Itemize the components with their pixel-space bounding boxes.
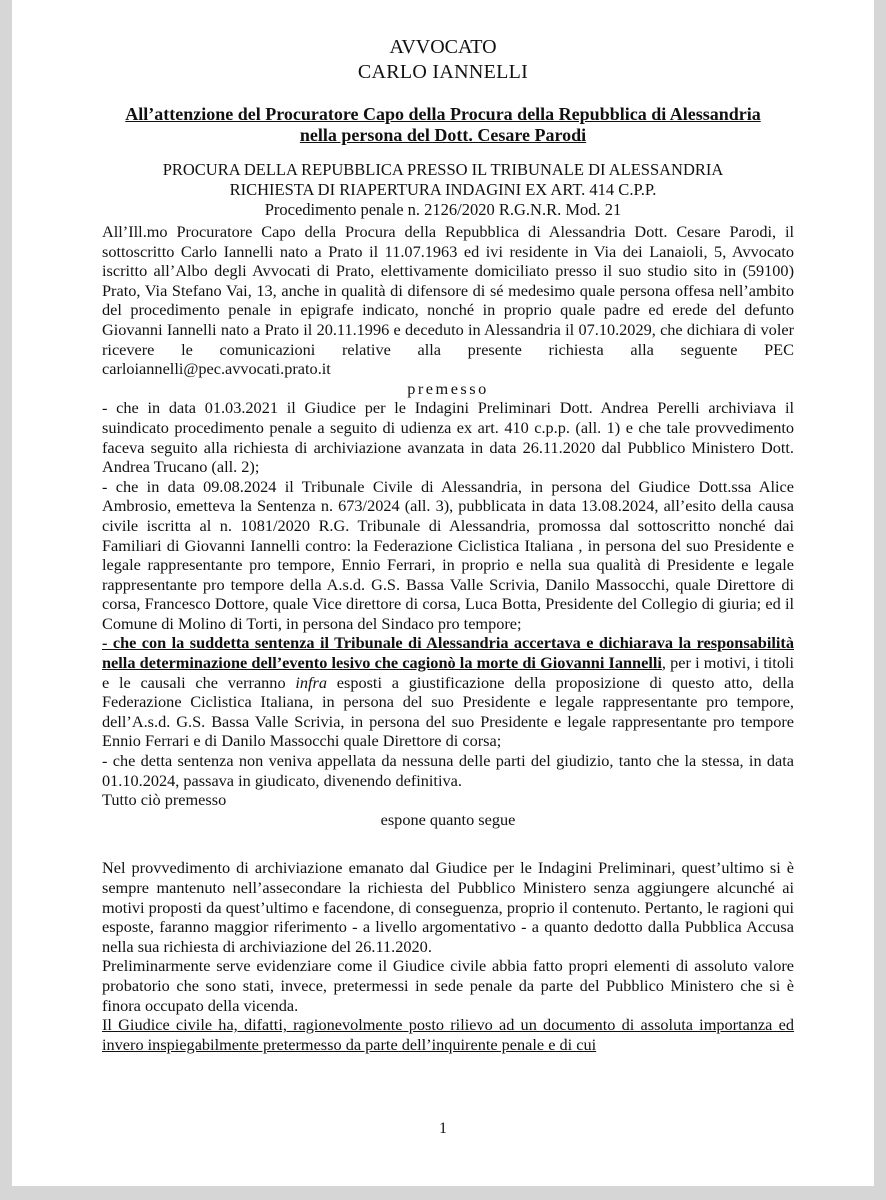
point-4: - che detta sentenza non veniva appellata da nessuna delle parti del giudizio, tanto che la stessa, in data 01.10.2024, passava in giudicato, divenendo definitiva.	[102, 751, 794, 790]
point-3-text-a: , per i motivi, i titoli e le causali che verranno	[102, 653, 795, 692]
title-line-1: PROCURA DELLA REPUBBLICA PRESSO IL TRIBUNALE DI ALESSANDRIA	[162, 160, 724, 179]
page-number: 1	[439, 1120, 447, 1137]
point-3-infra: infra	[295, 672, 328, 692]
attention-line: All’attenzione del Procuratore Capo della Procura della Repubblica di Alessandria nella persona del Dott. Cesare Parodi	[125, 104, 761, 145]
title-line-3: Procedimento penale n. 2126/2020 R.G.N.R. Mod. 21	[264, 200, 622, 219]
premesso-heading: premesso	[407, 378, 489, 398]
letterhead-name: CARLO IANNELLI	[357, 61, 529, 83]
title-line-2: RICHIESTA DI RIAPERTURA INDAGINI EX ART. 414 C.P.P.	[229, 180, 657, 199]
document-title	[112, 160, 774, 220]
point-3	[102, 633, 794, 751]
paragraph-1: Nel provvedimento di archiviazione emanato dal Giudice per le Indagini Preliminari, quest’ultimo si è sempre mantenuto nell’assecondare la richiesta del Pubblico Ministero senza aggiungere alcunché ai motivi proposti da quest’ultimo e facendone, di conseguenza, proprio il contenuto. Pertanto, le ragioni qui esposte, faranno maggior riferimento - a livello argomentativo - a quanto dedotto dalla Pubblica Accusa nella sua richiesta di archiviazione del 26.11.2020.	[102, 858, 794, 956]
point-3-text-b: esposti a giustificazione della proposizione di questo atto, della Federazione Ciclistica Italiana, in persona del suo Presidente e legale rappresentante pro tempore, dell’A.s.d. G.S. Bassa Valle Scrivia, in persona del suo Presidente e legale rappresentante pro tempore Ennio Ferrari e di Danilo Massocchi quale Direttore di corsa;	[102, 672, 795, 751]
point-2: - che in data 09.08.2024 il Tribunale Civile di Alessandria, in persona del Giudice Dott.ssa Alice Ambrosio, emetteva la Sentenza n. 673/2024 (all. 3), pubblicata in data 13.08.2024, all’esito della causa civile iscritta al n. 1081/2020 R.G. Tribunale di Alessandria, promossa dal sottoscritto nonché dai Familiari di Giovanni Iannelli contro: la Federazione Ciclistica Italiana , in persona del suo Presidente e legale rappresentante pro tempore, Ennio Ferrari, in proprio e nella sua qualità di Presidente e legale rappresentante pro tempore della A.s.d. G.S. Bassa Valle Scrivia, Danilo Massocchi, quale Direttore di corsa, Francesco Dottore, quale Vice direttore di corsa, Luca Botta, Presidente del Collegio di giuria; ed il Comune di Molino di Torti, in persona del Sindaco pro tempore;	[102, 476, 794, 633]
document-body	[102, 222, 794, 1054]
paragraph-3: Il Giudice civile ha, difatti, ragionevolmente posto rilievo ad un documento di assoluta importanza ed invero inspiegabilmente pretermesso da parte dell’inquirente penale e di cui	[102, 1015, 794, 1054]
point-3-emphasis: - che con la suddetta sentenza il Tribunale di Alessandria accertava e dichiarava la responsabilità nella determinazione dell’evento lesivo che cagionò la morte di Giovanni Iannelli	[102, 633, 794, 673]
intro-paragraph: All’Ill.mo Procuratore Capo della Procura della Repubblica di Alessandria Dott. Cesare Parodi, il sottoscritto Carlo Iannelli nato a Prato il 11.07.1963 ed ivi residente in Via dei Lanaioli, 5, Avvocato iscritto all’Albo degli Avvocati di Prato, elettivamente domiciliato presso il suo studio sito in (59100) Prato, Via Stefano Vai, 13, anche in qualità di difensore di sé medesimo quale persona offesa nell’ambito del procedimento penale in epigrafe indicato, nonché in proprio quale padre ed erede del defunto Giovanni Iannelli nato a Prato il 20.11.1996 e deceduto in Alessandria il 07.10.2029, che dichiara di voler ricevere le comunicazioni relative alla presente richiesta alla seguente PEC carloiannelli@pec.avvocati.prato.it	[102, 222, 794, 379]
point-1: - che in data 01.03.2021 il Giudice per le Indagini Preliminari Dott. Andrea Perelli archiviava il suindicato procedimento penale a seguito di udienza ex art. 410 c.p.p. (all. 1) e che tale provvedimento faceva seguito alla richiesta di archiviazione avanzata in data 26.11.2020 dal Pubblico Ministero Dott. Andrea Trucano (all. 2);	[102, 398, 794, 477]
espone-heading: espone quanto segue	[380, 809, 516, 829]
tutto-premesso: Tutto ciò premesso	[102, 790, 227, 810]
paragraph-2: Preliminarmente serve evidenziare come il Giudice civile abbia fatto propri elementi di assoluto valore probatorio che sono stati, invece, pretermessi in sede penale da parte del Pubblico Ministero che si è finora occupato della vicenda.	[102, 956, 794, 1015]
letterhead	[12, 35, 874, 85]
letterhead-title: AVVOCATO	[389, 36, 497, 58]
document-page	[12, 0, 874, 1186]
